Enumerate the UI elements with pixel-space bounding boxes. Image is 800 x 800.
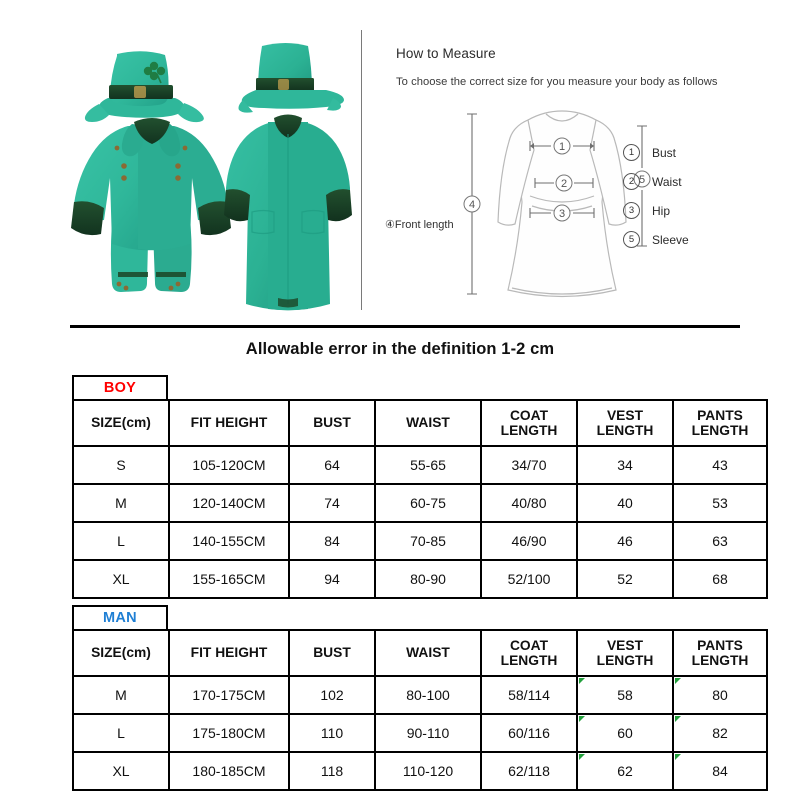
col-header-fit-height bbox=[169, 400, 289, 446]
cell-bust: 94 bbox=[289, 560, 375, 598]
product-image-boy-suit bbox=[62, 26, 242, 316]
cell-coat-length: 34/70 bbox=[481, 446, 577, 484]
cell-pants-length: 43 bbox=[673, 446, 767, 484]
cell-vest-length: 60 bbox=[577, 714, 673, 752]
col-header-size-l1: SIZE(cm) bbox=[91, 645, 151, 661]
cell-bust: 64 bbox=[289, 446, 375, 484]
table-header-row bbox=[73, 400, 767, 446]
cell-bust: 118 bbox=[289, 752, 375, 790]
cell-pants-length: 82 bbox=[673, 714, 767, 752]
legend-number-5: 5 bbox=[623, 231, 640, 248]
cell-coat-length: 62/118 bbox=[481, 752, 577, 790]
col-header-waist-l1: WAIST bbox=[406, 645, 450, 661]
col-header-coat-length bbox=[481, 630, 577, 676]
cell-vest-length: 58 bbox=[577, 676, 673, 714]
table-row bbox=[73, 676, 767, 714]
cell-fit-height: 120-140CM bbox=[169, 484, 289, 522]
col-header-pants-l1: PANTS bbox=[697, 407, 743, 423]
col-header-pants-length bbox=[673, 400, 767, 446]
cell-fit-height: 180-185CM bbox=[169, 752, 289, 790]
col-header-size bbox=[73, 400, 169, 446]
col-header-vest-l2: LENGTH bbox=[596, 653, 654, 668]
cell-fit-height: 140-155CM bbox=[169, 522, 289, 560]
page-title: Allowable error in the definition 1-2 cm bbox=[245, 340, 555, 358]
col-header-vest-l1: VEST bbox=[606, 637, 644, 653]
col-header-coat-l1: COAT bbox=[509, 407, 549, 423]
col-header-coat-l2: LENGTH bbox=[500, 653, 558, 668]
legend-number-2: 2 bbox=[623, 173, 640, 190]
cell-waist: 90-110 bbox=[375, 714, 481, 752]
cell-size: M bbox=[73, 484, 169, 522]
cell-coat-length: 52/100 bbox=[481, 560, 577, 598]
col-header-bust-l1: BUST bbox=[313, 645, 351, 661]
col-header-size bbox=[73, 630, 169, 676]
col-header-pants-l1: PANTS bbox=[697, 637, 743, 653]
section-divider bbox=[361, 30, 362, 310]
col-header-fit-height bbox=[169, 630, 289, 676]
col-header-pants-l2: LENGTH bbox=[691, 423, 749, 438]
cell-waist: 55-65 bbox=[375, 446, 481, 484]
col-header-waist-l1: WAIST bbox=[406, 415, 450, 431]
cell-coat-length: 58/114 bbox=[481, 676, 577, 714]
marker-front-length: 4 bbox=[468, 199, 476, 211]
cell-fit-height: 170-175CM bbox=[169, 676, 289, 714]
front-length-label: ④Front length bbox=[385, 219, 454, 231]
cell-waist: 80-100 bbox=[375, 676, 481, 714]
legend-number-3: 3 bbox=[623, 202, 640, 219]
marker-bust: 1 bbox=[558, 141, 566, 153]
legend-item-sleeve bbox=[623, 225, 773, 254]
cell-pants-length: 68 bbox=[673, 560, 767, 598]
cell-pants-length: 53 bbox=[673, 484, 767, 522]
marker-waist: 2 bbox=[560, 178, 568, 190]
cell-bust: 102 bbox=[289, 676, 375, 714]
how-to-measure-subtitle: To choose the correct size for you measure your body as follows bbox=[396, 76, 718, 88]
legend-label-bust: Bust bbox=[652, 145, 677, 160]
table-row bbox=[73, 752, 767, 790]
col-header-coat-l1: COAT bbox=[509, 637, 549, 653]
hat-boy bbox=[85, 51, 204, 122]
cell-size: L bbox=[73, 522, 169, 560]
tailcoat-boy bbox=[71, 118, 231, 250]
table-row bbox=[73, 560, 767, 598]
table-row bbox=[73, 484, 767, 522]
cell-vest-length: 34 bbox=[577, 446, 673, 484]
cell-coat-length: 46/90 bbox=[481, 522, 577, 560]
marker-sleeve: 5 bbox=[638, 174, 646, 186]
group-label-man: MAN bbox=[72, 605, 168, 629]
cell-waist: 110-120 bbox=[375, 752, 481, 790]
col-header-vest-length bbox=[577, 630, 673, 676]
legend-item-bust bbox=[623, 138, 773, 167]
col-header-waist bbox=[375, 630, 481, 676]
measurement-legend bbox=[623, 138, 773, 254]
marker-hip: 3 bbox=[558, 208, 566, 220]
col-header-bust-l1: BUST bbox=[313, 415, 351, 431]
cell-size: XL bbox=[73, 752, 169, 790]
col-header-size-l1: SIZE(cm) bbox=[91, 415, 151, 431]
col-header-coat-l2: LENGTH bbox=[500, 423, 558, 438]
col-header-waist bbox=[375, 400, 481, 446]
cell-coat-length: 60/116 bbox=[481, 714, 577, 752]
long-coat-man bbox=[224, 115, 352, 311]
how-to-measure-title: How to Measure bbox=[396, 46, 496, 61]
group-label-boy: BOY bbox=[72, 375, 168, 399]
cell-waist: 60-75 bbox=[375, 484, 481, 522]
man-size-table bbox=[72, 629, 768, 791]
cell-waist: 70-85 bbox=[375, 522, 481, 560]
product-photo-panel bbox=[0, 0, 362, 325]
boy-size-table-block bbox=[72, 375, 749, 599]
cell-vest-length: 62 bbox=[577, 752, 673, 790]
horizontal-divider bbox=[70, 325, 740, 328]
cell-waist: 80-90 bbox=[375, 560, 481, 598]
cell-bust: 74 bbox=[289, 484, 375, 522]
col-header-vest-l1: VEST bbox=[606, 407, 644, 423]
col-header-pants-length bbox=[673, 630, 767, 676]
cell-vest-length: 40 bbox=[577, 484, 673, 522]
cell-fit-height: 155-165CM bbox=[169, 560, 289, 598]
cell-fit-height: 175-180CM bbox=[169, 714, 289, 752]
cell-pants-length: 80 bbox=[673, 676, 767, 714]
product-image-man-coat bbox=[218, 30, 358, 315]
col-header-fit-height-l1: FIT HEIGHT bbox=[190, 645, 268, 661]
cell-vest-length: 46 bbox=[577, 522, 673, 560]
cell-bust: 110 bbox=[289, 714, 375, 752]
cell-fit-height: 105-120CM bbox=[169, 446, 289, 484]
col-header-vest-l2: LENGTH bbox=[596, 423, 654, 438]
col-header-bust bbox=[289, 630, 375, 676]
boy-size-table bbox=[72, 399, 768, 599]
legend-item-hip bbox=[623, 196, 773, 225]
cell-coat-length: 40/80 bbox=[481, 484, 577, 522]
col-header-pants-l2: LENGTH bbox=[691, 653, 749, 668]
col-header-fit-height-l1: FIT HEIGHT bbox=[190, 415, 268, 431]
legend-label-waist: Waist bbox=[652, 174, 682, 189]
legend-label-hip: Hip bbox=[652, 203, 671, 218]
top-hat-man bbox=[239, 43, 345, 113]
table-row bbox=[73, 714, 767, 752]
cell-pants-length: 84 bbox=[673, 752, 767, 790]
table-row bbox=[73, 522, 767, 560]
cell-bust: 84 bbox=[289, 522, 375, 560]
cell-vest-length: 52 bbox=[577, 560, 673, 598]
col-header-bust bbox=[289, 400, 375, 446]
col-header-vest-length bbox=[577, 400, 673, 446]
legend-item-waist bbox=[623, 167, 773, 196]
cell-pants-length: 63 bbox=[673, 522, 767, 560]
legend-label-sleeve: Sleeve bbox=[652, 232, 689, 247]
product-and-guide-section bbox=[0, 0, 800, 325]
col-header-coat-length bbox=[481, 400, 577, 446]
cell-size: L bbox=[73, 714, 169, 752]
how-to-measure-panel bbox=[380, 28, 780, 318]
cell-size: M bbox=[73, 676, 169, 714]
cell-size: S bbox=[73, 446, 169, 484]
table-row bbox=[73, 446, 767, 484]
legend-number-1: 1 bbox=[623, 144, 640, 161]
table-header-row bbox=[73, 630, 767, 676]
man-size-table-block bbox=[72, 605, 749, 791]
cell-size: XL bbox=[73, 560, 169, 598]
